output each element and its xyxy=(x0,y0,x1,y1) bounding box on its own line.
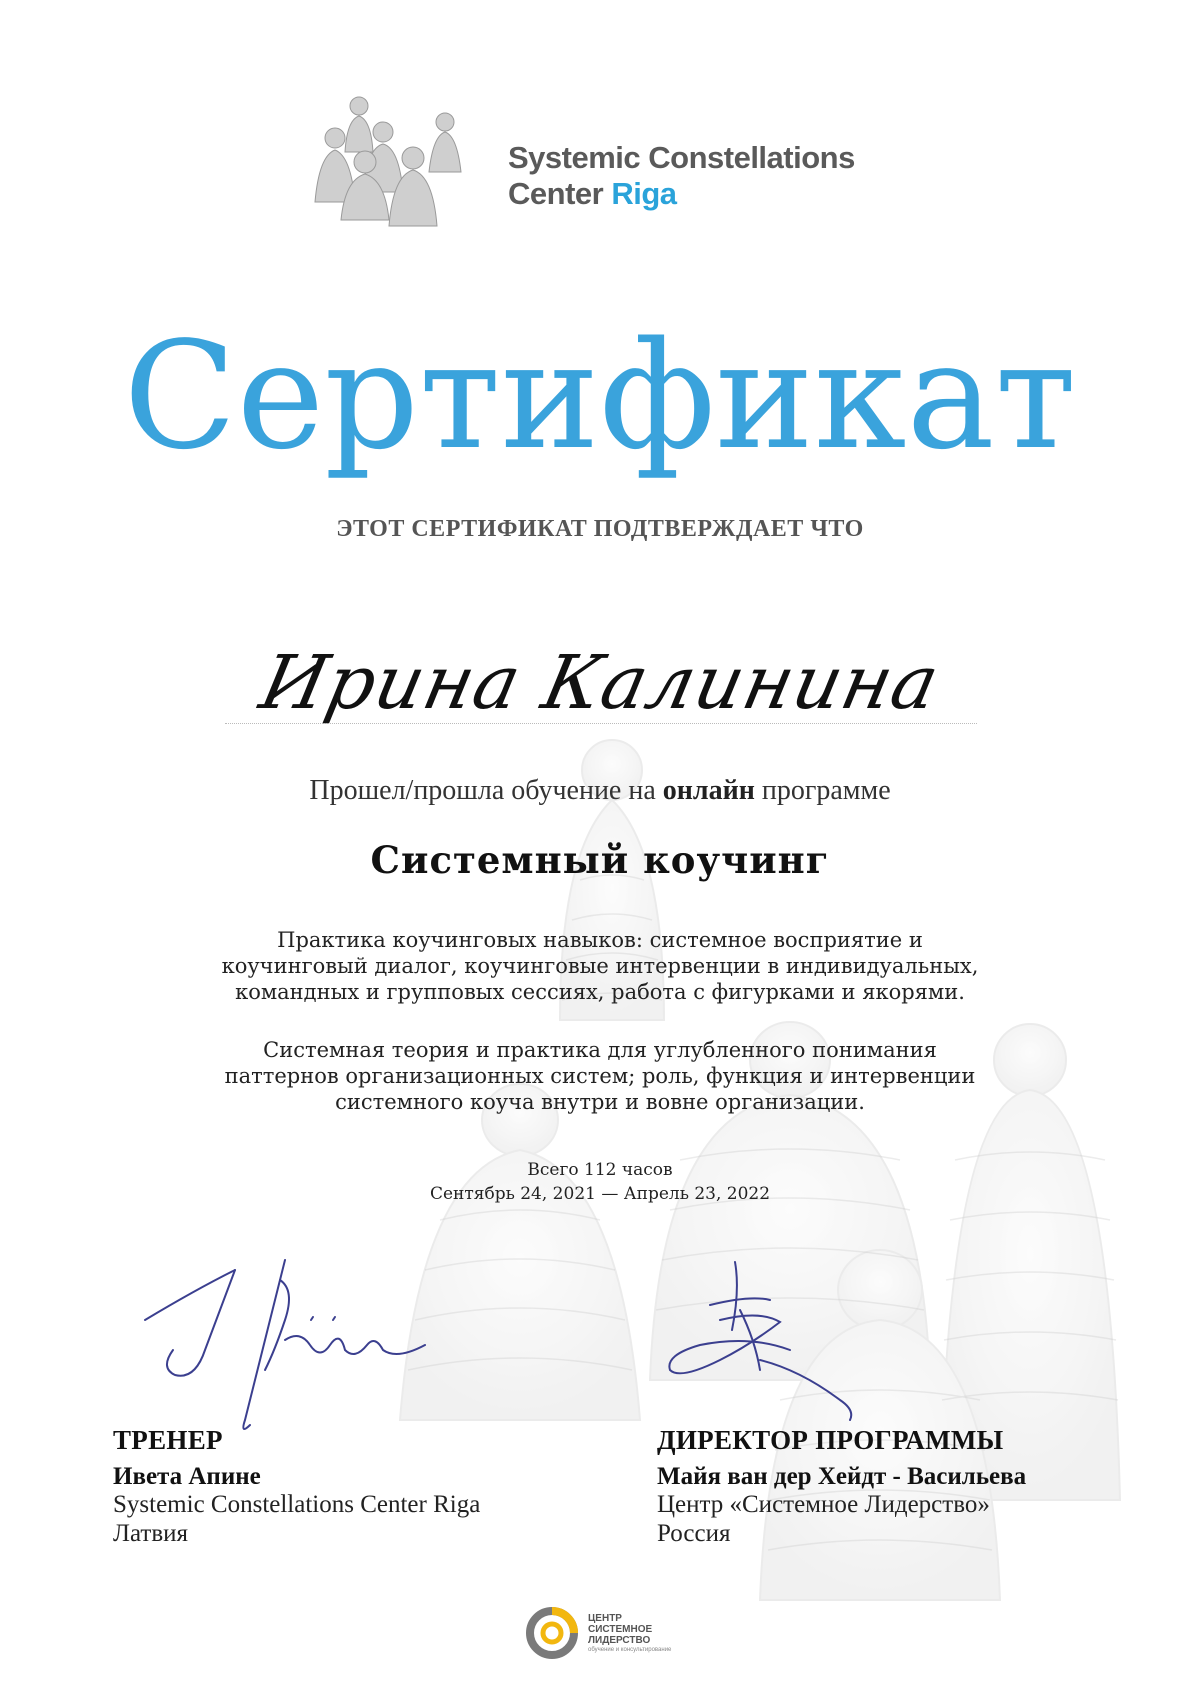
director-country: Россия xyxy=(657,1520,731,1547)
program-description-1: Практика коучинговых навыков: системное восприятие и коучинговый диалог, коучинговые интервенции в индивидуальных, командных и групповых сессиях, работа с фигурками и якорями. xyxy=(221,928,979,1004)
trainer-signature-icon xyxy=(135,1250,455,1450)
trainer-role: ТРЕНЕР xyxy=(113,1425,223,1455)
systemic-leadership-logo xyxy=(524,1605,674,1661)
trainer-organization: Systemic Constellations Center Riga xyxy=(113,1491,481,1518)
bottom-logo-tagline: обучение и консультирование xyxy=(588,1647,672,1653)
recipient-underline xyxy=(225,723,977,724)
bottom-logo-line2: СИСТЕМНОЕ xyxy=(588,1624,653,1635)
completed-suffix: программе xyxy=(754,775,891,806)
program-title: Системный коучинг xyxy=(370,838,830,882)
logo-line2-accent: Riga xyxy=(611,176,677,211)
director-signature-icon xyxy=(640,1250,900,1430)
program-dates: Сентябрь 24, 2021 — Апрель 23, 2022 xyxy=(429,1184,771,1204)
trainer-country: Латвия xyxy=(113,1520,189,1547)
bottom-logo-line1: ЦЕНТР xyxy=(588,1613,622,1624)
logo-title-line1: Systemic Constellations xyxy=(508,140,855,175)
logo-line2-prefix: Center xyxy=(508,176,612,211)
recipient-name: Ирина Калинина xyxy=(253,640,947,726)
completed-prefix: Прошел/прошла обучение на xyxy=(309,775,663,806)
ring-logo-icon xyxy=(524,1605,580,1661)
completed-format: онлайн xyxy=(662,775,755,806)
certificate-subtitle: ЭТОТ СЕРТИФИКАТ ПОДТВЕРЖДАЕТ ЧТО xyxy=(336,516,864,542)
director-role: ДИРЕКТОР ПРОГРАММЫ xyxy=(657,1425,1004,1455)
total-hours: Всего 112 часов xyxy=(527,1160,673,1180)
director-name: Майя ван дер Хейдт - Васильева xyxy=(657,1463,1027,1490)
trainer-name: Ивета Апине xyxy=(113,1463,261,1490)
completed-statement xyxy=(0,775,1200,807)
bottom-logo-line3: ЛИДЕРСТВО xyxy=(588,1635,651,1646)
certificate-title: Сертификат xyxy=(123,310,1077,482)
director-organization: Центр «Системное Лидерство» xyxy=(657,1491,990,1518)
bottom-logo-text xyxy=(588,1613,678,1654)
program-description-2: Системная теория и практика для углубленного понимания паттернов организационных систем; роль, функция и интервенции системного коуча внутри и вовне организации. xyxy=(224,1038,976,1114)
logo-title-line2 xyxy=(508,176,677,212)
figurines-icon xyxy=(305,92,505,232)
center-logo xyxy=(305,92,905,232)
